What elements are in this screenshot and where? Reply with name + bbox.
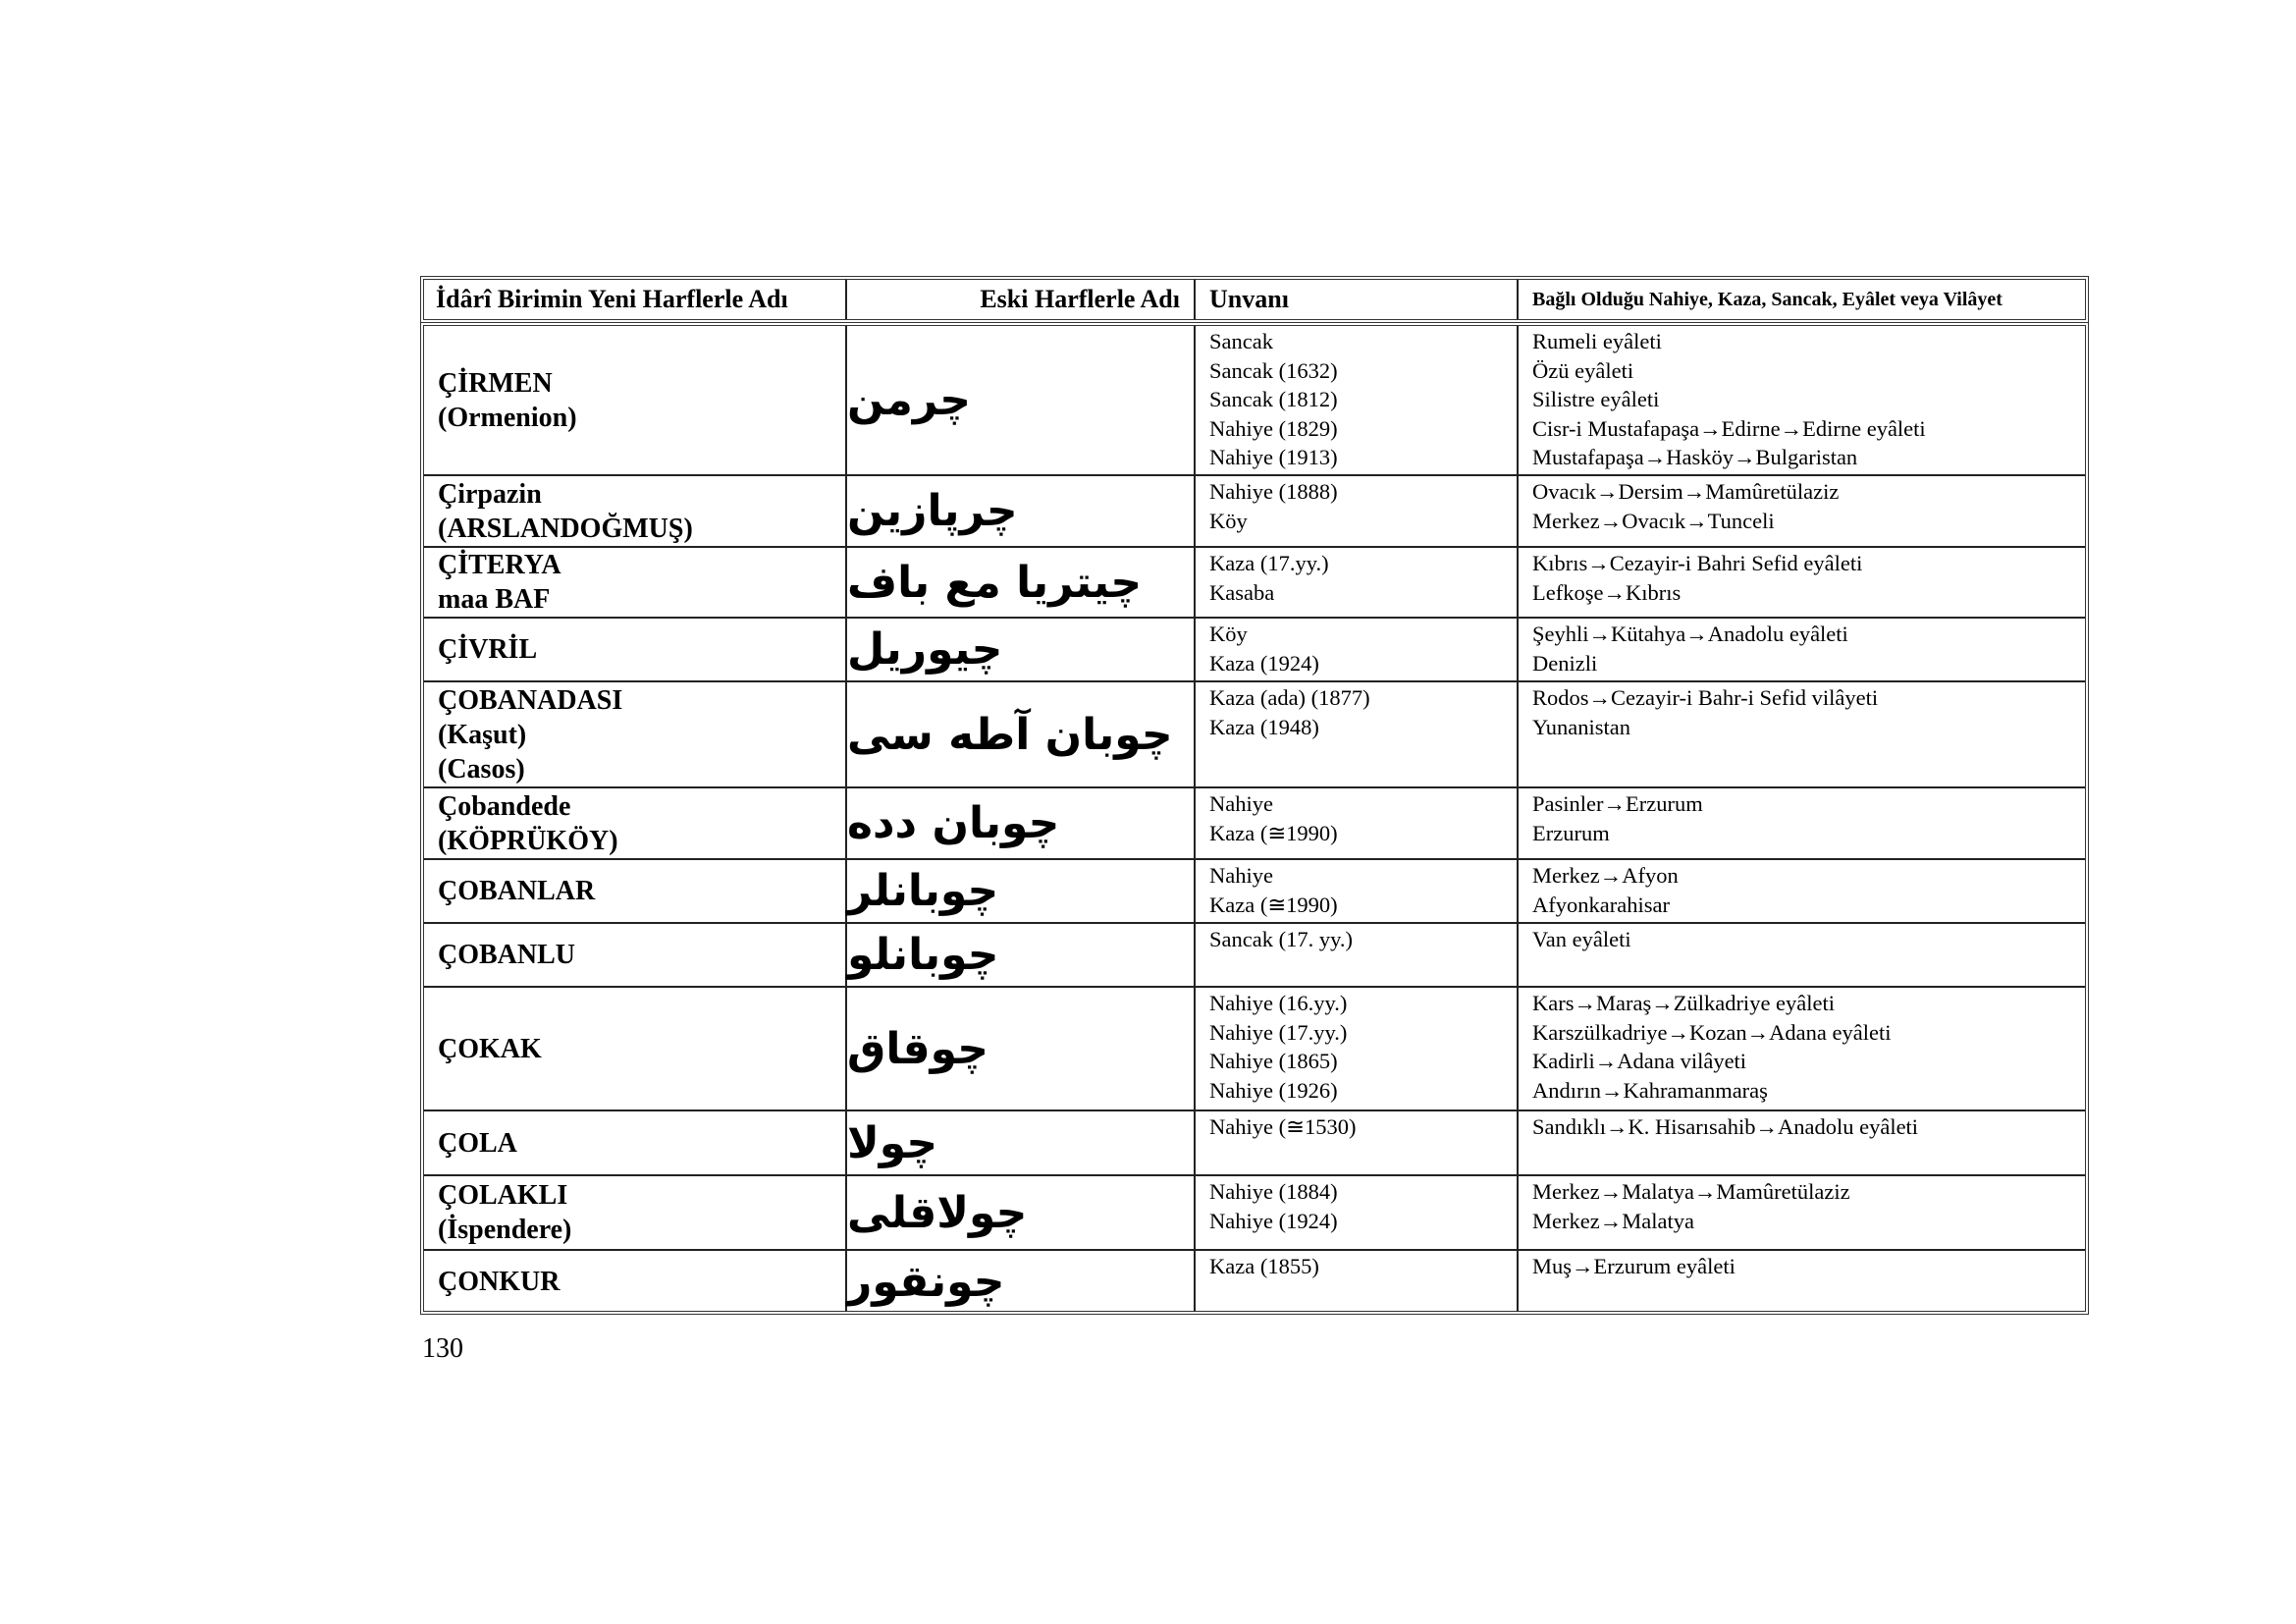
title-line: Köy (1209, 508, 1248, 533)
old-script-name: چيوريل (847, 624, 1003, 675)
new-name-line: ÇOBANLU (438, 940, 576, 970)
old-script-name: چولا (847, 1117, 938, 1168)
cell-old-name (847, 924, 1196, 986)
new-name-line: ÇONKUR (438, 1266, 561, 1297)
old-script-name: چوبان دده (847, 798, 1060, 848)
affiliation-line: Kadirli→Adana vilâyeti (1532, 1049, 1747, 1073)
title-line: Nahiye (1829) (1209, 415, 1338, 441)
old-script-name: چوبانلر (847, 866, 999, 916)
table-row (424, 1111, 2085, 1176)
affiliation-line: Ovacık→Dersim→Mamûretülaziz (1532, 479, 1840, 504)
new-name-line: (Kaşut) (438, 719, 527, 750)
new-name-line: ÇİVRİL (438, 634, 538, 665)
title-line: Kaza (1855) (1209, 1254, 1319, 1278)
table-row (424, 788, 2085, 860)
cell-title (1196, 476, 1519, 546)
new-name-line: Çirpazin (438, 478, 542, 510)
cell-title (1196, 1111, 1519, 1174)
header-affiliation: Bağlı Olduğu Nahiye, Kaza, Sancak, Eyâlet veya Vilâyet (1532, 288, 2002, 310)
affiliation-line: Erzurum (1532, 820, 1610, 845)
new-name-line: ÇOBANADASI (438, 684, 623, 716)
cell-new-name (424, 1176, 847, 1249)
new-name-line: Çobandede (438, 790, 571, 822)
title-line: Köy (1209, 622, 1248, 646)
cell-title (1196, 988, 1519, 1110)
table-row (424, 326, 2085, 476)
affiliation-line: Kars→Maraş→Zülkadriye eyâleti (1532, 991, 1836, 1015)
title-line: Kaza (1948) (1209, 714, 1319, 739)
table-row (424, 988, 2085, 1111)
cell-new-name (424, 548, 847, 617)
cell-new-name (424, 988, 847, 1110)
table-row (424, 1251, 2085, 1312)
affiliation-line: Afyonkarahisar (1532, 892, 1670, 917)
cell-new-name (424, 619, 847, 680)
table-row (424, 476, 2085, 548)
cell-affiliation (1519, 924, 2085, 986)
cell-title (1196, 619, 1519, 680)
new-name-line: (Ormenion) (438, 402, 577, 433)
cell-old-name (847, 860, 1196, 922)
new-name-line: ÇOLAKLI (438, 1180, 568, 1211)
title-line: Nahiye (17.yy.) (1209, 1019, 1348, 1045)
title-line: Kaza (17.yy.) (1209, 551, 1329, 575)
title-line: Nahiye (1865) (1209, 1049, 1338, 1073)
new-name-line: ÇOBANLAR (438, 876, 596, 906)
title-line: Sancak (17. yy.) (1209, 927, 1353, 951)
old-script-name: چولاقلى (847, 1187, 1028, 1238)
cell-affiliation (1519, 1176, 2085, 1249)
affiliation-line: Merkez→Malatya→Mamûretülaziz (1532, 1179, 1850, 1204)
old-script-name: چوقاق (847, 1023, 988, 1074)
affiliation-line: Yunanistan (1532, 714, 1630, 739)
cell-new-name (424, 1111, 847, 1174)
table-header-row (420, 276, 2089, 323)
affiliation-line: Lefkoşe→Kıbrıs (1532, 579, 1682, 605)
title-line: Nahiye (1926) (1209, 1077, 1338, 1103)
cell-new-name (424, 682, 847, 786)
cell-title (1196, 860, 1519, 922)
cell-new-name (424, 326, 847, 474)
cell-affiliation (1519, 548, 2085, 617)
title-line: Kasaba (1209, 579, 1275, 605)
new-name-line: (İspendere) (438, 1215, 572, 1245)
cell-title (1196, 326, 1519, 474)
cell-title (1196, 924, 1519, 986)
title-line: Nahiye (1209, 863, 1273, 888)
affiliation-line: Merkez→Malatya (1532, 1208, 1694, 1233)
cell-affiliation (1519, 619, 2085, 680)
cell-old-name (847, 682, 1196, 786)
header-old-name: Eski Harflerle Adı (847, 280, 1196, 319)
cell-title (1196, 682, 1519, 786)
new-name-line: ÇİTERYA (438, 550, 561, 580)
cell-title (1196, 1251, 1519, 1312)
affiliation-line: Pasinler→Erzurum (1532, 791, 1703, 816)
cell-old-name (847, 788, 1196, 858)
cell-old-name (847, 1111, 1196, 1174)
affiliation-line: Rumeli eyâleti (1532, 329, 1662, 353)
title-line: Sancak (1632) (1209, 357, 1338, 383)
affiliation-line: Van eyâleti (1532, 927, 1631, 951)
title-line: Kaza (≅1990) (1209, 892, 1338, 917)
cell-old-name (847, 1251, 1196, 1312)
cell-old-name (847, 476, 1196, 546)
header-new-name: İdârî Birimin Yeni Harflerle Adı (424, 280, 847, 319)
cell-old-name (847, 619, 1196, 680)
table-row (424, 548, 2085, 619)
cell-affiliation (1519, 476, 2085, 546)
affiliation-line: Şeyhli→Kütahya→Anadolu eyâleti (1532, 622, 1848, 646)
new-name-line: (KÖPRÜKÖY) (438, 825, 618, 856)
new-name-line: ÇOLA (438, 1127, 517, 1159)
new-name-line: ÇOKAK (438, 1033, 542, 1064)
new-name-line: ÇİRMEN (438, 367, 553, 399)
affiliation-line: Merkez→Ovacık→Tunceli (1532, 508, 1775, 533)
table-row (424, 924, 2085, 988)
title-line: Sancak (1209, 329, 1273, 353)
title-line: Kaza (≅1990) (1209, 820, 1338, 845)
cell-new-name (424, 476, 847, 546)
new-name-line: maa BAF (438, 584, 551, 615)
cell-old-name (847, 548, 1196, 617)
table-row (424, 860, 2085, 924)
cell-title (1196, 788, 1519, 858)
cell-affiliation (1519, 860, 2085, 922)
cell-old-name (847, 1176, 1196, 1249)
affiliation-line: Muş→Erzurum eyâleti (1532, 1254, 1735, 1278)
title-line: Nahiye (1913) (1209, 445, 1338, 469)
affiliation-line: Rodos→Cezayir-i Bahr-i Sefid vilâyeti (1532, 685, 1879, 710)
cell-new-name (424, 788, 847, 858)
title-line: Kaza (1924) (1209, 650, 1319, 676)
cell-affiliation (1519, 1111, 2085, 1174)
title-line: Nahiye (1888) (1209, 479, 1338, 504)
affiliation-line: Kıbrıs→Cezayir-i Bahri Sefid eyâleti (1532, 551, 1863, 575)
affiliation-line: Karszülkadriye→Kozan→Adana eyâleti (1532, 1019, 1892, 1045)
title-line: Nahiye (1924) (1209, 1208, 1338, 1233)
cell-affiliation (1519, 1251, 2085, 1312)
old-script-name: چيتريا مع باف (847, 557, 1143, 608)
new-name-line: (Casos) (438, 753, 525, 785)
old-script-name: چونقور (847, 1256, 1005, 1307)
affiliation-line: Andırın→Kahramanmaraş (1532, 1077, 1768, 1103)
cell-title (1196, 548, 1519, 617)
title-line: Kaza (ada) (1877) (1209, 685, 1370, 710)
cell-affiliation (1519, 326, 2085, 474)
cell-new-name (424, 924, 847, 986)
affiliation-line: Özü eyâleti (1532, 357, 1634, 383)
affiliation-line: Sandıklı→K. Hisarısahib→Anadolu eyâleti (1532, 1114, 1919, 1139)
cell-new-name (424, 1251, 847, 1312)
table-row (424, 1176, 2085, 1251)
cell-affiliation (1519, 682, 2085, 786)
title-line: Nahiye (16.yy.) (1209, 991, 1348, 1015)
header-title: Unvanı (1196, 280, 1519, 319)
affiliation-line: Mustafapaşa→Hasköy→Bulgaristan (1532, 445, 1858, 469)
old-script-name: چوبانلو (847, 930, 999, 980)
affiliation-line: Merkez→Afyon (1532, 863, 1679, 888)
affiliation-line: Cisr-i Mustafapaşa→Edirne→Edirne eyâleti (1532, 415, 1926, 441)
page-number: 130 (422, 1333, 463, 1364)
cell-affiliation (1519, 988, 2085, 1110)
table-row (424, 682, 2085, 788)
cell-title (1196, 1176, 1519, 1249)
affiliation-line: Denizli (1532, 650, 1598, 676)
cell-affiliation (1519, 788, 2085, 858)
cell-old-name (847, 326, 1196, 474)
title-line: Nahiye (≅1530) (1209, 1114, 1357, 1139)
title-line: Nahiye (1209, 791, 1273, 816)
new-name-line: (ARSLANDOĞMUŞ) (438, 513, 693, 544)
title-line: Sancak (1812) (1209, 387, 1338, 411)
title-line: Nahiye (1884) (1209, 1179, 1338, 1204)
table-row (424, 619, 2085, 682)
table-body (420, 322, 2089, 1315)
affiliation-line: Silistre eyâleti (1532, 387, 1660, 411)
old-script-name: چرپازين (847, 486, 1018, 536)
cell-old-name (847, 988, 1196, 1110)
old-script-name: چوبان آطه سى (847, 709, 1173, 760)
old-script-name: چرمن (847, 375, 971, 425)
cell-new-name (424, 860, 847, 922)
